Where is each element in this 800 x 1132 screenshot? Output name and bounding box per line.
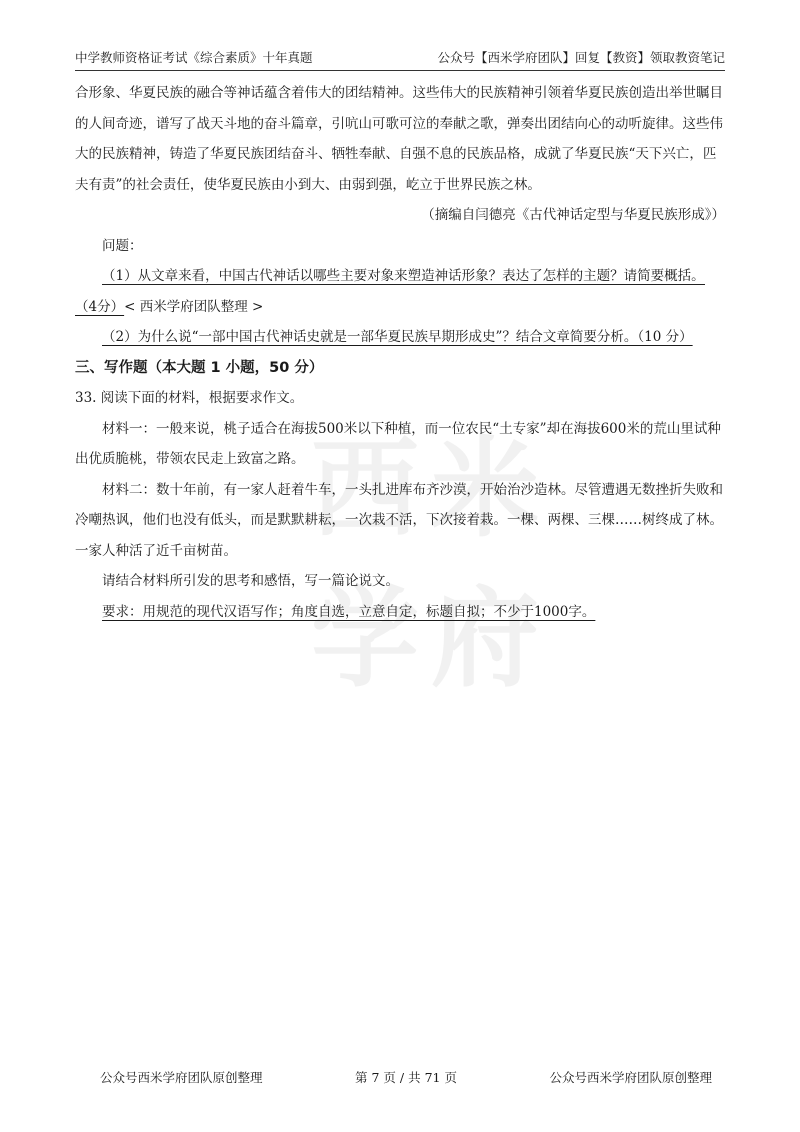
question-1 [75,261,725,292]
question-2-text: （2）为什么说“一部中国古代神话史就是一部华夏民族早期形成史”？结合文章简要分析。（10 分） [102,329,693,345]
header-left: 中学教师资格证考试《综合素质》十年真题 [75,50,313,65]
material-1: 材料一：一般来说，桃子适合在海拔500米以下种植，而一位农民“土专家”却在海拔600米的荒山里试种出优质脆桃，带领农民走上致富之路。 [75,420,721,467]
watermark-char: 学 [310,577,419,702]
writing-prompt: 请结合材料所引发的思考和感悟，写一篇论说文。 [102,573,399,589]
watermark-char: 府 [430,577,539,702]
page-header [75,46,725,68]
section-heading: 三、写作题（本大题 1 小题，50 分） [75,359,324,376]
question-33: 33. 阅读下面的材料，根据要求作文。 [75,390,304,406]
question-1-score: （4分） [75,298,125,315]
passage-paragraph: 合形象、华夏民族的融合等神话蕴含着伟大的团结精神。这些伟大的民族精神引领着华夏民族创造出举世瞩目的人间奇迹，谱写了战天斗地的奋斗篇章，引吭山可歌可泣的奉献之歌，弹奏出团结向心的动听旋律。这些伟大的民族精神，铸造了华夏民族团结奋斗、牺牲奉献、自强不息的民族品格，成就了华夏民族“天下兴亡，匹夫有责”的社会责任，使华夏民族由小到大、由弱到强，屹立于世界民族之林。 [75,85,723,193]
header-right: 公众号【西米学府团队】回复【教资】领取教资笔记 [437,50,725,65]
question-1-note: < 西米学府团队整理 > [124,298,264,315]
header-rule [75,70,725,71]
material-2: 材料二：数十年前，有一家人赶着牛车，一头扎进库布齐沙漠，开始治沙造林。尽管遭遇无数挫折失败和冷嘲热讽，他们也没有低头，而是默默耕耘，一次栽不活，下次接着栽。一棵、两棵、三棵……树终成了林。一家人种活了近千亩树苗。 [75,481,723,559]
watermark-char: 西 [310,427,419,552]
requirement [75,597,725,628]
question-2 [75,322,725,353]
question-1-continuation [75,292,725,323]
footer-left: 公众号西米学府团队原创整理 [100,1070,263,1085]
page-content [75,78,725,627]
citation: （摘编自闫德亮《古代神话定型与华夏民族形成》） [421,207,725,223]
question-1-text: （1）从文章来看，中国古代神话以哪些主要对象来塑造神话形象？表达了怎样的主题？请简要概括。 [102,268,705,284]
question-label: 问题： [102,237,143,254]
requirement-text: 要求：用规范的现代汉语写作；角度自选，立意自定，标题自拟；不少于1000字。 [102,603,596,620]
footer-right: 公众号西米学府团队原创整理 [549,1070,712,1085]
watermark-char: 米 [430,427,539,552]
page-number: 第 7 页 / 共 71 页 [355,1070,457,1085]
page-footer [100,1068,712,1086]
